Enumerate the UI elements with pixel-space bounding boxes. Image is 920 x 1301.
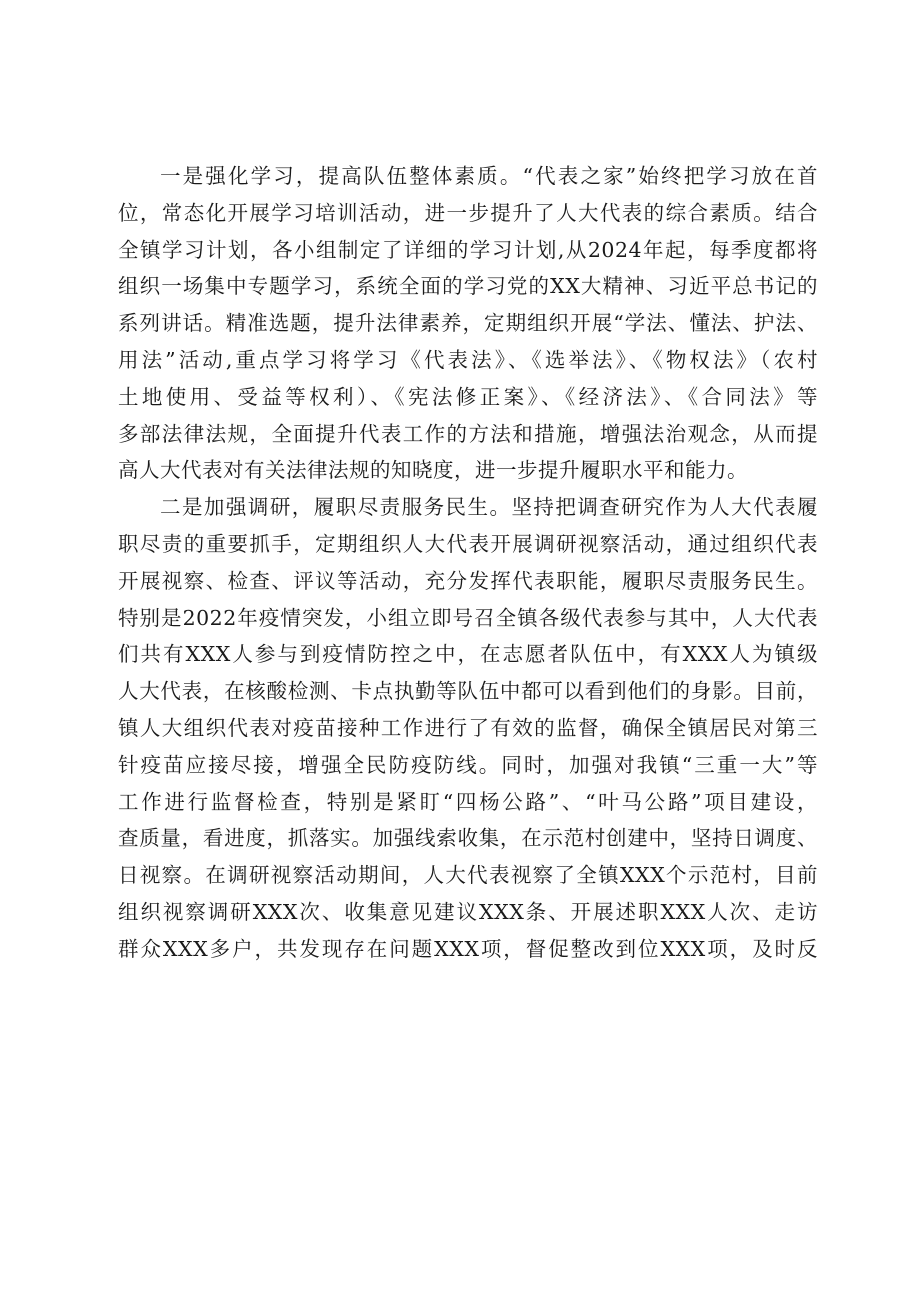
text-line: 组织视察调研XXX次、收集意见建议XXX条、开展述职XXX人次、走访 bbox=[118, 899, 818, 924]
text-line: 全镇学习计划，各小组制定了详细的学习计划,从2024年起，每季度都将 bbox=[118, 237, 818, 262]
text-line: 职尽责的重要抓手，定期组织人大代表开展调研视察活动，通过组织代表 bbox=[118, 531, 818, 556]
text-line: 二是加强调研，履职尽责服务民生。坚持把调查研究作为人大代表履 bbox=[160, 495, 818, 520]
text-line: 组织一场集中专题学习，系统全面的学习党的XX大精神、习近平总书记的 bbox=[118, 274, 818, 299]
text-line: 一是强化学习，提高队伍整体素质。“代表之家”始终把学习放在首 bbox=[160, 164, 818, 188]
body-text bbox=[118, 158, 818, 968]
text-line: 查质量，看进度，抓落实。加强线索收集，在示范村创建中，坚持日调度、 bbox=[118, 826, 818, 851]
text-line: 镇人大组织代表对疫苗接种工作进行了有效的监督，确保全镇居民对第三 bbox=[118, 715, 818, 740]
text-line: 工作进行监督检查，特别是紧盯“四杨公路”、“叶马公路”项目建设， bbox=[118, 789, 818, 814]
text-line: 用法”活动,重点学习将学习《代表法》、《选举法》、《物权法》（农村 bbox=[118, 347, 818, 372]
text-line: 多部法律法规，全面提升代表工作的方法和措施，增强法治观念，从而提 bbox=[118, 421, 818, 446]
text-line: 高人大代表对有关法律法规的知晓度，进一步提升履职水平和能力。 bbox=[118, 458, 748, 483]
text-line: 位，常态化开展学习培训活动，进一步提升了人大代表的综合素质。结合 bbox=[118, 200, 818, 225]
text-line: 针疫苗应接尽接，增强全民防疫防线。同时，加强对我镇“三重一大”等 bbox=[118, 752, 818, 777]
paragraph-study bbox=[118, 158, 818, 489]
paragraph-research bbox=[118, 489, 818, 967]
text-line: 系列讲话。精准选题，提升法律素养，定期组织开展“学法、懂法、护法、 bbox=[118, 311, 818, 336]
text-line: 群众XXX多户，共发现存在问题XXX项，督促整改到位XXX项，及时反 bbox=[118, 936, 818, 961]
text-line: 日视察。在调研视察活动期间，人大代表视察了全镇XXX个示范村，目前 bbox=[118, 863, 818, 888]
text-line: 们共有XXX人参与到疫情防控之中，在志愿者队伍中，有XXX人为镇级 bbox=[118, 642, 818, 667]
text-line: 人大代表，在核酸检测、卡点执勤等队伍中都可以看到他们的身影。目前， bbox=[118, 679, 818, 704]
text-line: 开展视察、检查、评议等活动，充分发挥代表职能，履职尽责服务民生。 bbox=[118, 568, 818, 593]
text-line: 土地使用、受益等权利）、《宪法修正案》、《经济法》、《合同法》等 bbox=[118, 384, 818, 409]
text-line: 特别是2022年疫情突发，小组立即号召全镇各级代表参与其中，人大代表 bbox=[118, 605, 818, 630]
